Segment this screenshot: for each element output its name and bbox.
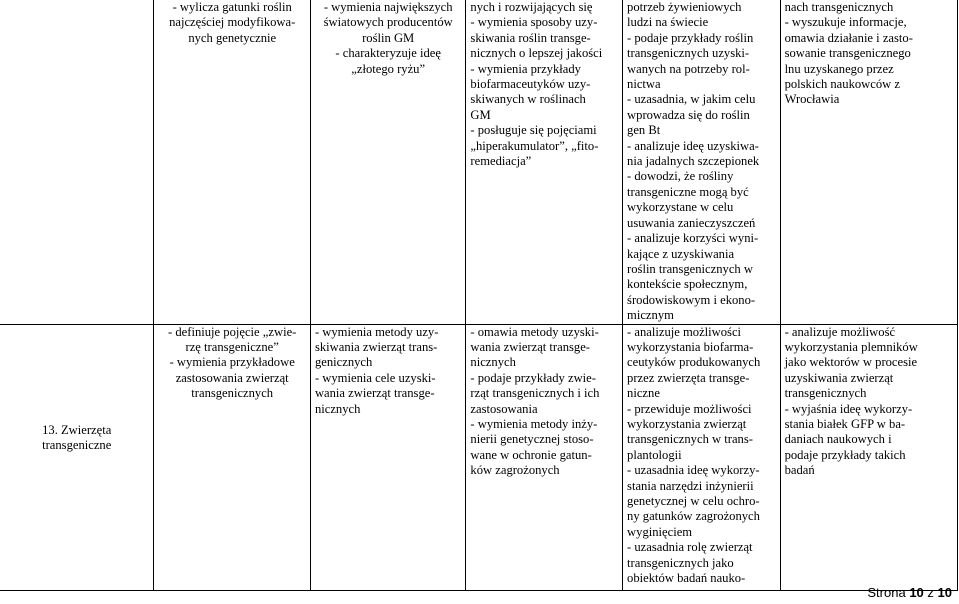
requirements-cell-basic <box>154 324 311 590</box>
requirements-cell-excellent <box>780 324 957 590</box>
cell-text: - analizuje możliwość wykorzystania plemników jako wektorów w procesie uzyskiwania zwierząt transgenicznych - wyjaśnia ideę wykorzy- stania białek GFP w ba- daniach naukowych i podaje przykłady takich badań <box>784 324 918 478</box>
cell-text: - analizuje możliwości wykorzystania biofarma- ceutyków produkowanych przez zwierzęta transge- niczne - przewiduje możliwości wykorzystania zwierząt transgenicznych w trans- plantologii - uzasadnia ideę wykorzy- stania narzędzi inżynierii genetycznej w celu ochro- ny gatunków zagrożonych wyginięciem - uzasadnia rolę zwierząt transgenicznych jako obiektów badań nauko- <box>627 324 761 586</box>
requirements-cell-sufficient <box>310 324 465 590</box>
requirements-cell-very-good <box>623 0 781 324</box>
requirements-cell-good <box>466 0 623 324</box>
cell-text: potrzeb żywieniowych ludzi na świecie - podaje przykłady roślin transgenicznych uzyski- wanych na potrzeby rol- nictwa - uzasadnia, w jakim celu wprowadza się do roślin gen Bt - analizuje ideę uzyskiwa- nia jadalnych szczepionek - dowodzi, że rośliny transgeniczne mogą być wykorzystane w celu usuwania zanieczyszczeń - analizuje korzyści wyni- kające z uzyskiwania roślin transgenicznych w kontekście społecznym, środowiskowym i ekono- micznym <box>627 0 760 323</box>
cell-text: - omawia metody uzyski- wania zwierząt transge- nicznych - podaje przykłady zwie- rząt transgenicznych i ich zastosowania - wymienia metody inży- nierii genetycznej stoso- wane w ochronie gatun- ków zagrożonych <box>470 324 600 478</box>
requirements-cell-sufficient <box>310 0 465 324</box>
page-label: Strona <box>867 585 906 600</box>
cell-text: - wymienia metody uzy- skiwania zwierząt trans- genicznych - wymienia cele uzyski- wania zwierząt transge- nicznych <box>314 324 439 416</box>
current-page: 10 <box>909 585 924 600</box>
cell-text: - wylicza gatunki roślin najczęściej modyfikowa- nych genetycznie <box>169 0 296 45</box>
requirements-cell-excellent <box>780 0 957 324</box>
page-separator: z <box>927 585 934 600</box>
cell-text: - definiuje pojęcie „zwie- rzę transgeniczne” - wymienia przykładowe zastosowania zwierząt transgenicznych <box>168 324 297 401</box>
topic-cell <box>0 0 154 324</box>
requirements-cell-good <box>466 324 623 590</box>
table-row <box>0 324 958 590</box>
cell-text: nach transgenicznych - wyszukuje informacje, omawia działanie i zasto- sowanie transgenicznego lnu uzyskanego przez polskich naukowców z Wrocławia <box>784 0 913 107</box>
cell-text: nych i rozwijających się - wymienia sposoby uzy- skiwania roślin transge- nicznych o lepszej jakości - wymienia przykłady biofarmaceutyków uzy- skiwanych w roślinach GM - posługuje się pojęciami „hiperakumulator”, „fito- remediacja” <box>470 0 603 169</box>
requirements-cell-basic <box>154 0 311 324</box>
topic-cell <box>0 324 154 590</box>
topic-title: 13. Zwierzęta transgeniczne <box>42 423 112 453</box>
total-pages: 10 <box>937 585 952 600</box>
requirements-cell-very-good <box>623 324 781 590</box>
page-number <box>867 585 952 601</box>
cell-text: - wymienia największych światowych producentów roślin GM - charakteryzuje ideę „złotego ryżu” <box>323 0 453 76</box>
